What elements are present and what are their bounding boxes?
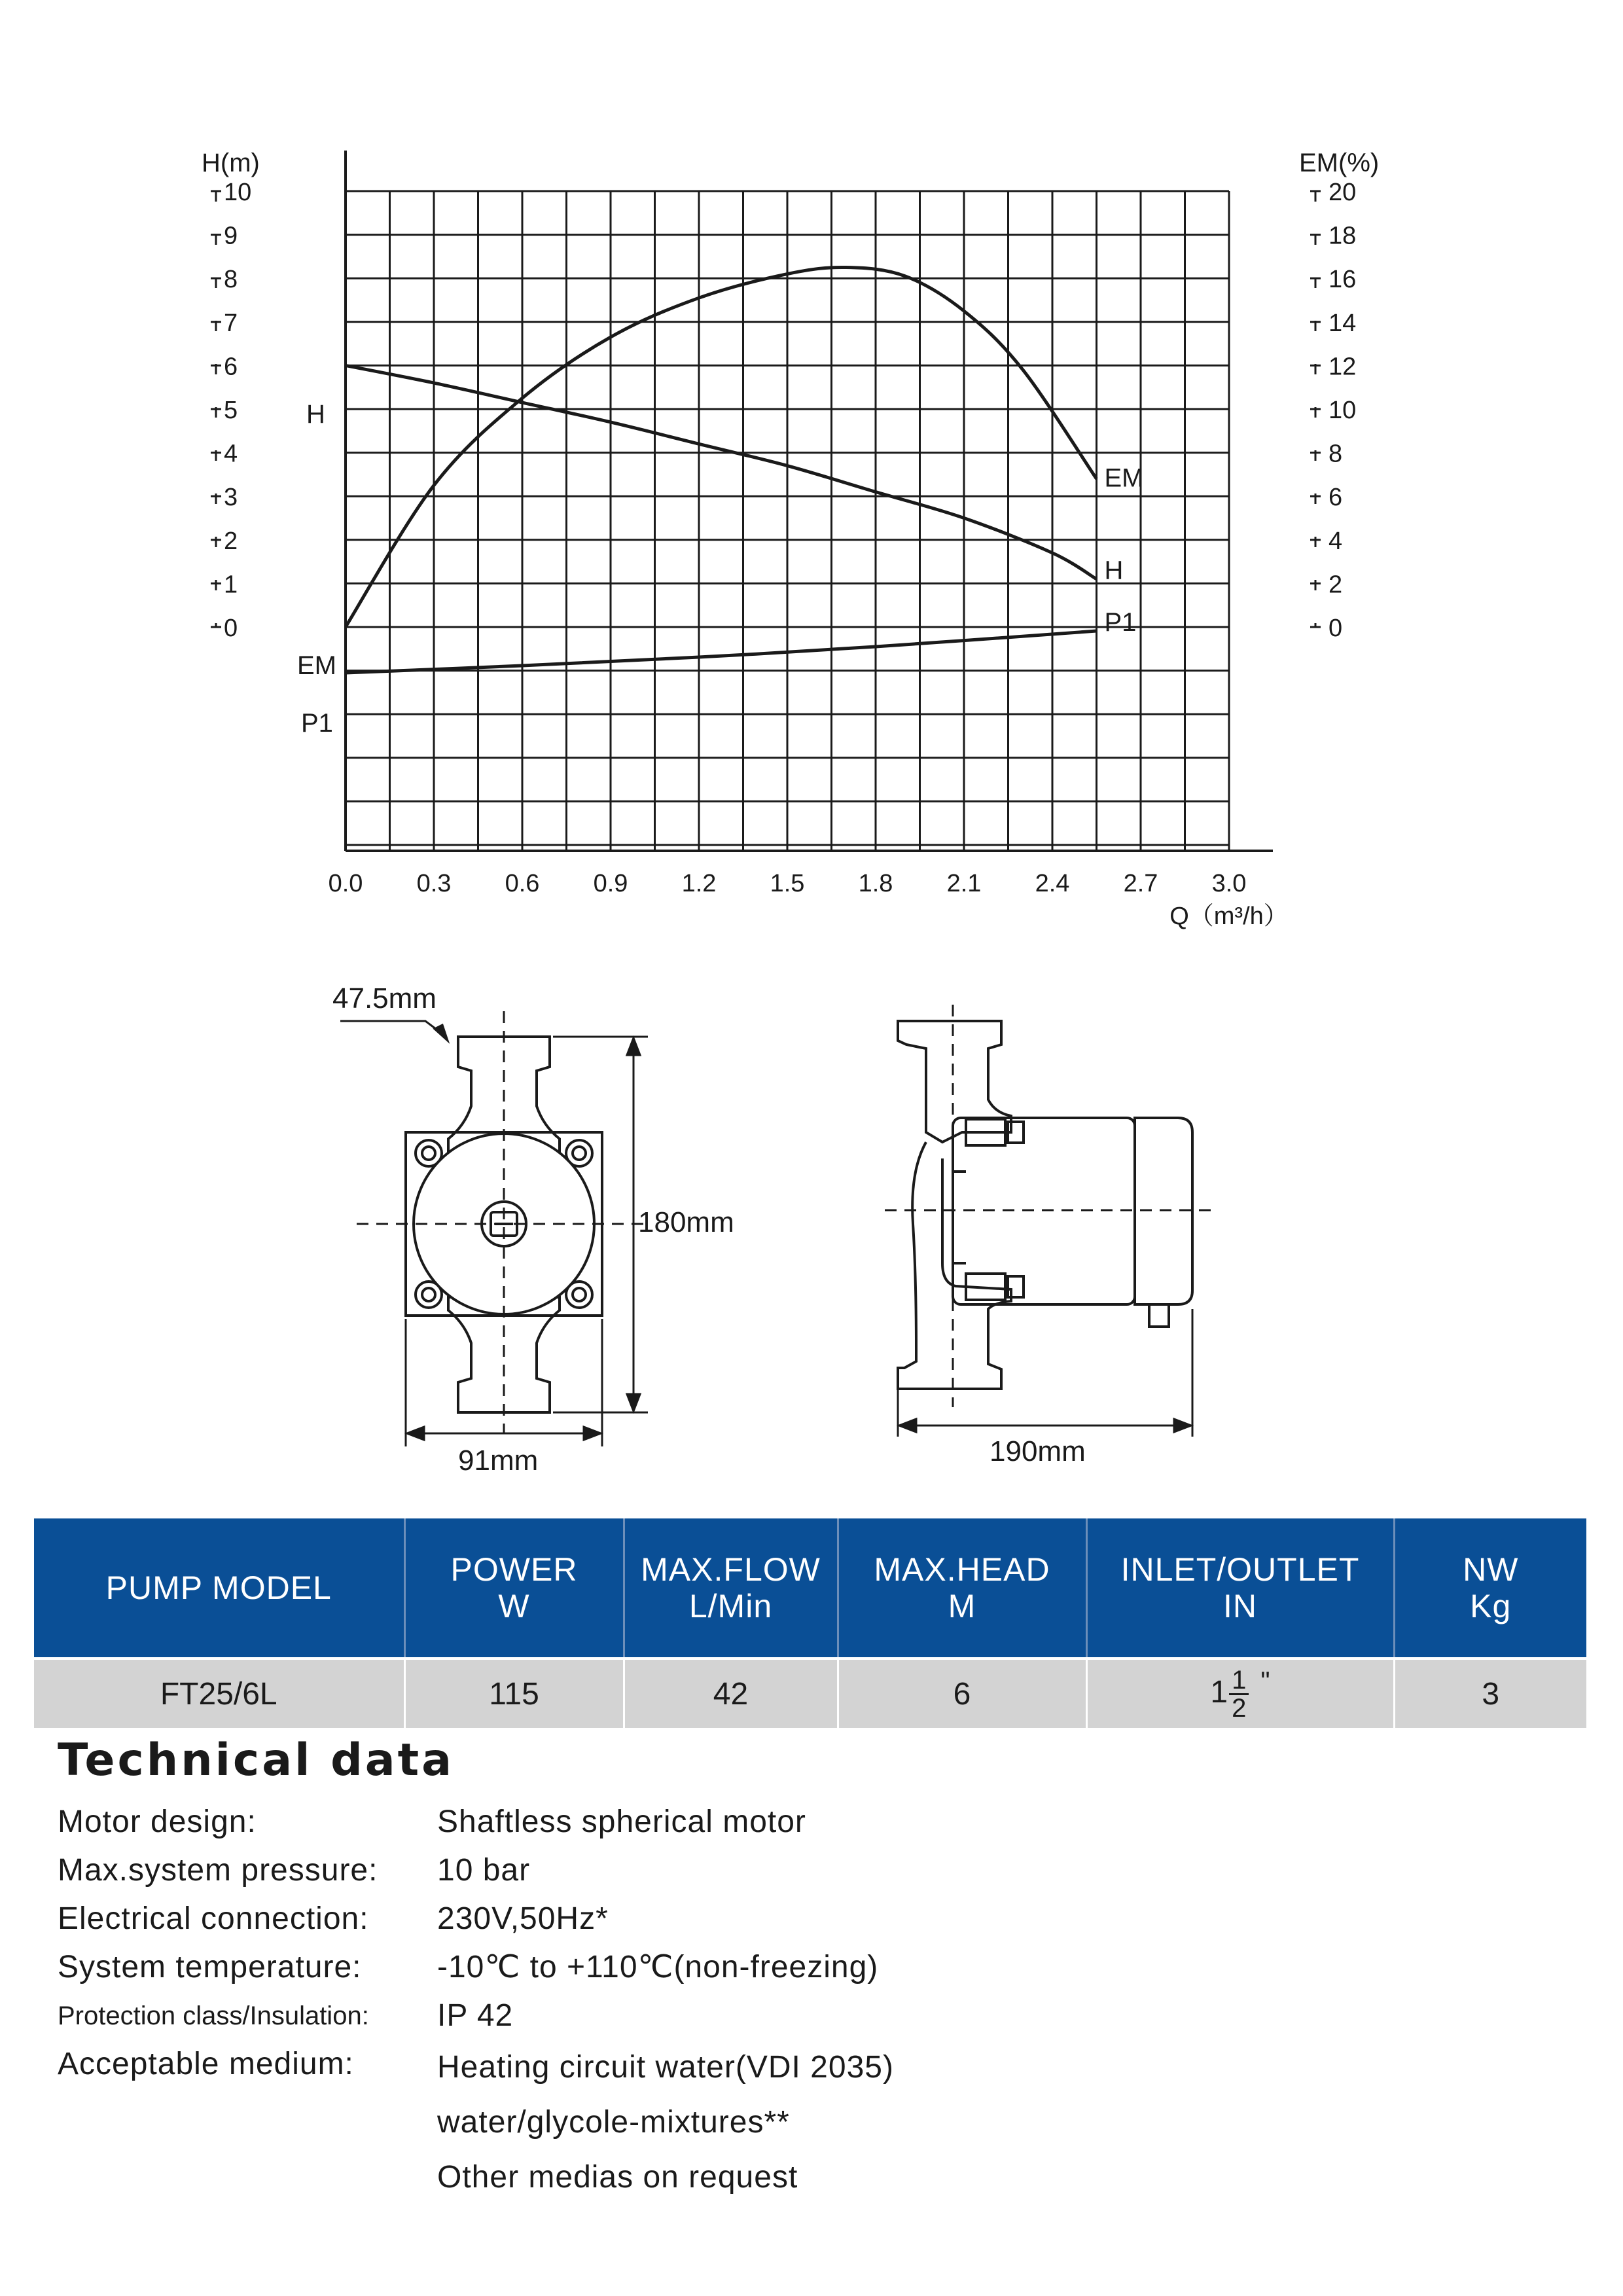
left-tick-label: 2 <box>224 527 238 555</box>
inlet-unit: " <box>1260 1666 1270 1696</box>
left-label-h: H <box>306 400 325 429</box>
width-dimension-label: 91mm <box>458 1444 539 1477</box>
left-tick-label: 0 <box>224 615 238 642</box>
header-pump-model-label: PUMP MODEL <box>105 1570 332 1606</box>
header-nw-unit: Kg <box>1470 1588 1512 1624</box>
header-max-flow-unit: L/Min <box>688 1588 773 1624</box>
chart-series <box>346 267 1097 673</box>
medium-value-1: Heating circuit water(VDI 2035) <box>437 2050 894 2085</box>
table-row <box>34 1659 1586 1728</box>
header-max-head <box>838 1518 1086 1659</box>
header-power-label: POWER <box>450 1551 578 1588</box>
tech-row-pressure <box>58 1846 1563 1895</box>
left-tick-label: 10 <box>224 179 252 206</box>
x-tick-label: 0.6 <box>505 870 540 897</box>
performance-chart <box>0 0 1623 956</box>
header-inlet-outlet-label: INLET/OUTLET <box>1120 1551 1360 1588</box>
protection-label: Protection class/Insulation: <box>58 2001 369 2030</box>
x-tick-label: 3.0 <box>1211 870 1247 897</box>
left-tick-label: 3 <box>224 484 238 512</box>
x-tick-label: 1.5 <box>770 870 805 897</box>
curve-end-label-h: H <box>1104 556 1124 585</box>
header-inlet-outlet-unit: IN <box>1223 1588 1257 1624</box>
header-max-head-label: MAX.HEAD <box>874 1551 1050 1588</box>
series-line-p1 <box>346 631 1097 673</box>
cell-power: 115 <box>404 1659 624 1728</box>
temperature-value: -10℃ to +110℃(non-freezing) <box>437 1950 879 1984</box>
right-axis-title: EM(%) <box>1299 149 1380 177</box>
pressure-value: 10 bar <box>437 1853 531 1888</box>
x-axis-title: Q（m³/h） <box>1169 903 1289 930</box>
x-tick-label: 0.9 <box>593 870 628 897</box>
cell-max-head: 6 <box>838 1659 1086 1728</box>
x-tick-label: 0.0 <box>328 870 363 897</box>
right-tick-label: 0 <box>1329 615 1343 642</box>
series-line-h <box>346 365 1097 579</box>
x-tick-label: 2.1 <box>946 870 982 897</box>
technical-data-section <box>58 1734 1563 2205</box>
cell-model: FT25/6L <box>34 1659 404 1728</box>
left-axis-title: H(m) <box>202 149 260 177</box>
left-tick-label: 8 <box>224 266 238 294</box>
x-tick-label: 1.8 <box>858 870 893 897</box>
header-power-unit: W <box>498 1588 530 1624</box>
medium-label: Acceptable medium: <box>58 2047 354 2081</box>
left-tick-label: 5 <box>224 397 238 424</box>
inlet-denominator: 2 <box>1232 1693 1247 1723</box>
tech-row-motor <box>58 1798 1563 1846</box>
side-view-centerlines <box>885 1005 1217 1407</box>
motor-design-value: Shaftless spherical motor <box>437 1804 806 1839</box>
left-tick-label: 9 <box>224 222 238 250</box>
right-tick-label: 8 <box>1329 440 1343 468</box>
inlet-fraction <box>1229 1667 1249 1721</box>
port-dimension-label: 47.5mm <box>332 982 437 1014</box>
electrical-label: Electrical connection: <box>58 1901 369 1936</box>
curve-end-label-p1: P1 <box>1104 608 1137 637</box>
header-max-flow <box>624 1518 838 1659</box>
right-tick-label: 4 <box>1329 527 1343 555</box>
protection-value: IP 42 <box>437 1998 514 2033</box>
right-tick-label: 2 <box>1329 571 1343 599</box>
header-max-head-unit: M <box>948 1588 976 1624</box>
x-tick-label: 2.4 <box>1035 870 1070 897</box>
left-tick-label: 1 <box>224 571 238 599</box>
tech-row-medium <box>58 2040 1563 2205</box>
tech-row-temperature <box>58 1943 1563 1992</box>
header-max-flow-label: MAX.FLOW <box>641 1551 821 1588</box>
right-tick-label: 16 <box>1329 266 1357 294</box>
header-nw-label: NW <box>1463 1551 1519 1588</box>
x-tick-label: 2.7 <box>1123 870 1158 897</box>
left-tick-label: 7 <box>224 309 238 337</box>
technical-data-title: Technical data <box>58 1734 455 1786</box>
left-tick-label: 6 <box>224 353 238 381</box>
height-dimension-label: 180mm <box>638 1206 734 1238</box>
inlet-whole: 1 <box>1210 1674 1228 1710</box>
cell-max-flow: 42 <box>624 1659 838 1728</box>
curve-end-label-em: EM <box>1104 463 1144 493</box>
inlet-numerator: 1 <box>1229 1667 1249 1695</box>
right-tick-label: 10 <box>1329 397 1357 424</box>
left-label-p1: P1 <box>301 709 333 738</box>
spec-table-header-row <box>34 1518 1586 1659</box>
chart-grid <box>346 191 1229 851</box>
header-power <box>404 1518 624 1659</box>
side-view-drawing <box>898 1021 1192 1389</box>
side-view-dimensions <box>898 1309 1192 1437</box>
length-dimension-label: 190mm <box>990 1435 1086 1467</box>
tech-row-protection <box>58 1992 1563 2040</box>
right-tick-label: 12 <box>1329 353 1357 381</box>
tech-row-electrical <box>58 1895 1563 1943</box>
left-tick-label: 4 <box>224 440 238 468</box>
left-label-em: EM <box>297 651 336 680</box>
temperature-label: System temperature: <box>58 1950 362 1984</box>
medium-value-3: Other medias on request <box>437 2160 798 2195</box>
header-inlet-outlet <box>1086 1518 1394 1659</box>
right-tick-label: 14 <box>1329 309 1357 337</box>
header-nw <box>1394 1518 1586 1659</box>
spec-table <box>34 1518 1586 1728</box>
x-tick-label: 1.2 <box>681 870 717 897</box>
cell-nw: 3 <box>1394 1659 1586 1728</box>
motor-design-label: Motor design: <box>58 1804 257 1839</box>
header-pump-model <box>34 1518 404 1659</box>
dimension-drawings <box>0 969 1623 1505</box>
medium-value-2: water/glycole-mixtures** <box>437 2105 790 2140</box>
right-tick-label: 18 <box>1329 222 1357 250</box>
electrical-value: 230V,50Hz* <box>437 1901 609 1936</box>
chart-axes <box>211 151 1321 851</box>
right-tick-label: 20 <box>1329 179 1357 206</box>
right-tick-label: 6 <box>1329 484 1343 512</box>
cell-inlet-outlet <box>1086 1659 1394 1728</box>
pressure-label: Max.system pressure: <box>58 1853 378 1888</box>
x-tick-label: 0.3 <box>416 870 452 897</box>
